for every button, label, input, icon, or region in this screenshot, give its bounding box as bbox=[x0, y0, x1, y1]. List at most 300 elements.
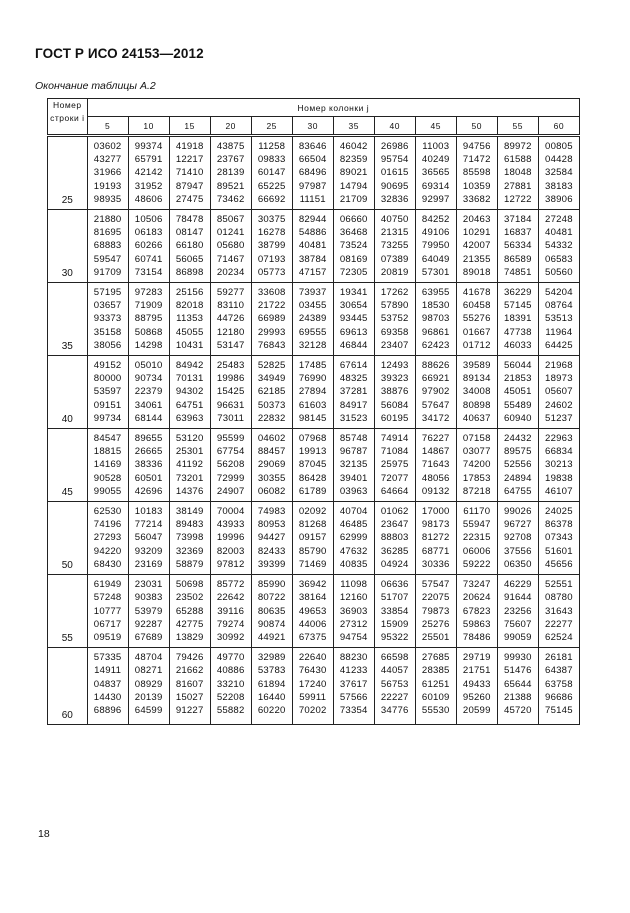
random-number: 21355 bbox=[462, 253, 491, 265]
random-number: 51601 bbox=[545, 545, 573, 557]
random-number: 66598 bbox=[380, 652, 409, 664]
random-number: 92708 bbox=[503, 532, 532, 544]
random-number: 64599 bbox=[134, 704, 163, 716]
random-number: 66834 bbox=[545, 446, 573, 458]
random-number: 65644 bbox=[503, 678, 532, 690]
random-number: 84917 bbox=[339, 399, 368, 411]
random-number: 05607 bbox=[545, 386, 573, 398]
table-cell bbox=[456, 283, 497, 356]
random-number: 64049 bbox=[421, 253, 450, 265]
random-number: 04428 bbox=[545, 154, 573, 166]
random-number: 12722 bbox=[503, 193, 532, 205]
random-number: 12180 bbox=[216, 326, 245, 338]
random-number: 22227 bbox=[380, 691, 409, 703]
random-number: 71469 bbox=[298, 558, 327, 570]
random-number: 23502 bbox=[175, 592, 204, 604]
random-number: 12160 bbox=[339, 592, 368, 604]
random-number: 92287 bbox=[134, 618, 163, 630]
random-number: 81695 bbox=[93, 227, 122, 239]
page-number: 18 bbox=[38, 828, 50, 840]
random-number: 14298 bbox=[134, 339, 163, 351]
random-number: 44921 bbox=[257, 631, 286, 643]
document-header: ГОСТ Р ИСО 24153—2012 bbox=[35, 46, 204, 61]
table-cell bbox=[87, 283, 128, 356]
random-number: 10777 bbox=[93, 605, 122, 617]
random-number: 41918 bbox=[175, 141, 204, 152]
table-cell bbox=[374, 429, 415, 502]
random-number: 14169 bbox=[93, 459, 122, 471]
random-number: 99930 bbox=[503, 652, 532, 664]
table-cell bbox=[169, 136, 210, 210]
row-number-header bbox=[48, 99, 88, 136]
random-number: 32128 bbox=[298, 339, 327, 351]
random-number: 27894 bbox=[298, 386, 327, 398]
random-number: 38799 bbox=[257, 240, 286, 252]
table-row-block bbox=[48, 648, 580, 725]
table-cell bbox=[456, 136, 497, 210]
random-number: 32584 bbox=[545, 167, 573, 179]
random-number: 55276 bbox=[462, 313, 491, 325]
random-number: 07968 bbox=[298, 433, 327, 445]
table-cell bbox=[210, 502, 251, 575]
random-number: 57195 bbox=[93, 287, 122, 299]
random-number: 25301 bbox=[175, 446, 204, 458]
random-number: 30992 bbox=[216, 631, 245, 643]
random-number: 99055 bbox=[93, 485, 122, 497]
random-number: 96787 bbox=[339, 446, 368, 458]
random-number: 25501 bbox=[421, 631, 450, 643]
table-cell bbox=[456, 648, 497, 725]
random-number: 57301 bbox=[421, 266, 450, 278]
random-number: 72999 bbox=[216, 472, 245, 484]
row-number: 35 bbox=[48, 283, 88, 356]
random-number: 96631 bbox=[216, 399, 245, 411]
column-header: 50 bbox=[456, 117, 497, 136]
random-number: 99374 bbox=[134, 141, 163, 152]
table-cell bbox=[128, 210, 169, 283]
random-number: 21853 bbox=[503, 373, 532, 385]
random-number: 39323 bbox=[380, 373, 409, 385]
random-number: 38183 bbox=[545, 180, 573, 192]
random-number: 80953 bbox=[257, 519, 286, 531]
random-number: 39589 bbox=[462, 360, 491, 372]
random-number: 24907 bbox=[216, 485, 245, 497]
random-number: 46033 bbox=[503, 339, 532, 351]
random-number: 16278 bbox=[257, 227, 286, 239]
random-number: 40481 bbox=[298, 240, 327, 252]
random-number: 33210 bbox=[216, 678, 245, 690]
table-cell bbox=[538, 136, 579, 210]
row-number: 55 bbox=[48, 575, 88, 648]
table-row-block bbox=[48, 502, 580, 575]
random-number: 21315 bbox=[380, 227, 409, 239]
random-number: 56047 bbox=[134, 532, 163, 544]
table-cell bbox=[538, 283, 579, 356]
random-number: 55530 bbox=[421, 704, 450, 716]
random-number: 39399 bbox=[257, 558, 286, 570]
random-number: 17240 bbox=[298, 678, 327, 690]
random-number: 62524 bbox=[545, 631, 573, 643]
random-number: 01615 bbox=[380, 167, 409, 179]
table-cell bbox=[87, 210, 128, 283]
column-header: 60 bbox=[538, 117, 579, 136]
random-number: 52825 bbox=[257, 360, 286, 372]
random-number: 21709 bbox=[339, 193, 368, 205]
table-cell bbox=[497, 429, 538, 502]
random-number: 56044 bbox=[503, 360, 532, 372]
random-number: 60501 bbox=[134, 472, 163, 484]
table-cell bbox=[128, 575, 169, 648]
random-number: 86589 bbox=[503, 253, 532, 265]
random-number: 62185 bbox=[257, 386, 286, 398]
random-number: 18973 bbox=[545, 373, 573, 385]
random-number: 89483 bbox=[175, 519, 204, 531]
random-number: 96861 bbox=[421, 326, 450, 338]
table-cell bbox=[87, 575, 128, 648]
random-number: 71643 bbox=[421, 459, 450, 471]
random-number: 20599 bbox=[462, 704, 491, 716]
random-number: 08764 bbox=[545, 300, 573, 312]
random-number: 98703 bbox=[421, 313, 450, 325]
random-number: 34061 bbox=[134, 399, 163, 411]
random-number: 24389 bbox=[298, 313, 327, 325]
random-number: 35158 bbox=[93, 326, 122, 338]
random-number: 30213 bbox=[545, 459, 573, 471]
random-number: 81268 bbox=[298, 519, 327, 531]
random-number: 38784 bbox=[298, 253, 327, 265]
random-number: 09151 bbox=[93, 399, 122, 411]
random-number: 62530 bbox=[93, 506, 122, 518]
table-cell bbox=[292, 356, 333, 429]
table-cell bbox=[538, 210, 579, 283]
random-number: 10431 bbox=[175, 339, 204, 351]
table-cell bbox=[210, 210, 251, 283]
column-header: 45 bbox=[415, 117, 456, 136]
random-number: 06717 bbox=[93, 618, 122, 630]
random-number: 16837 bbox=[503, 227, 532, 239]
random-number: 95599 bbox=[216, 433, 245, 445]
table-cell bbox=[538, 575, 579, 648]
random-number: 17853 bbox=[462, 472, 491, 484]
random-number: 20139 bbox=[134, 691, 163, 703]
random-number: 74851 bbox=[503, 266, 532, 278]
random-number: 85598 bbox=[462, 167, 491, 179]
random-number: 22379 bbox=[134, 386, 163, 398]
table-cell bbox=[210, 283, 251, 356]
random-number: 60458 bbox=[462, 300, 491, 312]
table-cell bbox=[456, 429, 497, 502]
table-cell bbox=[251, 356, 292, 429]
random-number: 68144 bbox=[134, 412, 163, 424]
table-cell bbox=[210, 575, 251, 648]
random-number: 21968 bbox=[545, 360, 573, 372]
table-cell bbox=[497, 648, 538, 725]
random-number: 88626 bbox=[421, 360, 450, 372]
random-number: 18391 bbox=[503, 313, 532, 325]
table-cell bbox=[169, 575, 210, 648]
random-number: 69555 bbox=[298, 326, 327, 338]
random-number: 14430 bbox=[93, 691, 122, 703]
table-cell bbox=[128, 356, 169, 429]
random-number: 89018 bbox=[462, 266, 491, 278]
random-number: 56334 bbox=[503, 240, 532, 252]
random-number: 08169 bbox=[339, 253, 368, 265]
row-number: 50 bbox=[48, 502, 88, 575]
random-number: 22963 bbox=[545, 433, 573, 445]
random-number: 14911 bbox=[94, 665, 122, 677]
random-number: 89021 bbox=[339, 167, 368, 179]
random-number: 04924 bbox=[380, 558, 409, 570]
random-number: 64751 bbox=[175, 399, 204, 411]
random-number: 93373 bbox=[93, 313, 122, 325]
random-number: 53979 bbox=[134, 605, 163, 617]
random-number: 76227 bbox=[421, 433, 450, 445]
random-number: 59277 bbox=[216, 287, 245, 299]
random-number: 67375 bbox=[298, 631, 327, 643]
random-number: 68496 bbox=[298, 167, 327, 179]
table-row-block bbox=[48, 429, 580, 502]
random-number: 85772 bbox=[216, 579, 245, 591]
random-number: 89521 bbox=[216, 180, 245, 192]
random-number: 88230 bbox=[339, 652, 368, 664]
random-number: 67614 bbox=[339, 360, 368, 372]
column-header: 35 bbox=[333, 117, 374, 136]
table-cell bbox=[292, 575, 333, 648]
random-number: 80635 bbox=[257, 605, 286, 617]
random-number: 27685 bbox=[421, 652, 450, 664]
random-number: 29993 bbox=[257, 326, 286, 338]
random-number: 22075 bbox=[421, 592, 450, 604]
random-number: 89972 bbox=[503, 141, 532, 152]
random-number: 31643 bbox=[545, 605, 573, 617]
random-number: 53597 bbox=[93, 386, 122, 398]
random-number: 05680 bbox=[216, 240, 245, 252]
table-cell bbox=[169, 502, 210, 575]
random-number: 04837 bbox=[93, 678, 122, 690]
random-number: 20463 bbox=[462, 214, 491, 226]
random-number: 43277 bbox=[93, 154, 122, 166]
random-number: 54886 bbox=[298, 227, 327, 239]
random-number: 61949 bbox=[93, 579, 122, 591]
random-number: 27312 bbox=[339, 618, 368, 630]
table-cell bbox=[497, 356, 538, 429]
random-number: 23407 bbox=[380, 339, 409, 351]
random-number: 85990 bbox=[257, 579, 286, 591]
random-number: 46485 bbox=[339, 519, 368, 531]
random-number: 07193 bbox=[257, 253, 286, 265]
random-number: 24894 bbox=[503, 472, 532, 484]
table-cell bbox=[87, 502, 128, 575]
random-number: 97902 bbox=[421, 386, 450, 398]
random-number: 94754 bbox=[339, 631, 368, 643]
random-number: 68883 bbox=[93, 240, 122, 252]
random-number: 51237 bbox=[545, 412, 573, 424]
random-number: 19838 bbox=[545, 472, 573, 484]
random-number: 82003 bbox=[216, 545, 245, 557]
random-number: 76990 bbox=[298, 373, 327, 385]
random-number: 14376 bbox=[175, 485, 204, 497]
random-number: 94302 bbox=[175, 386, 204, 398]
random-number: 34949 bbox=[257, 373, 286, 385]
random-number: 10183 bbox=[134, 506, 163, 518]
column-header: 15 bbox=[169, 117, 210, 136]
table-cell bbox=[292, 136, 333, 210]
table-cell bbox=[497, 575, 538, 648]
random-number: 57566 bbox=[339, 691, 368, 703]
random-number: 63955 bbox=[421, 287, 450, 299]
table-cell bbox=[374, 210, 415, 283]
random-number: 97987 bbox=[298, 180, 327, 192]
random-number: 77214 bbox=[134, 519, 163, 531]
random-number: 61603 bbox=[298, 399, 327, 411]
random-number: 01712 bbox=[462, 339, 491, 351]
random-number: 00805 bbox=[545, 141, 573, 152]
random-number: 10291 bbox=[462, 227, 491, 239]
random-number: 76843 bbox=[257, 339, 286, 351]
random-number: 19193 bbox=[93, 180, 122, 192]
random-number: 09519 bbox=[93, 631, 122, 643]
random-number: 23647 bbox=[380, 519, 409, 531]
random-number: 16440 bbox=[257, 691, 286, 703]
table-cell bbox=[538, 356, 579, 429]
random-number: 90874 bbox=[257, 618, 286, 630]
random-number: 69358 bbox=[380, 326, 409, 338]
random-number: 27475 bbox=[175, 193, 204, 205]
random-number: 25276 bbox=[421, 618, 450, 630]
random-number: 26986 bbox=[380, 141, 409, 152]
table-cell bbox=[333, 210, 374, 283]
table-cell bbox=[251, 575, 292, 648]
table-row-block bbox=[48, 136, 580, 210]
random-number: 08780 bbox=[545, 592, 573, 604]
table-cell bbox=[456, 575, 497, 648]
random-number: 27293 bbox=[93, 532, 122, 544]
random-number: 64425 bbox=[545, 339, 573, 351]
random-number: 04602 bbox=[257, 433, 286, 445]
random-number: 40886 bbox=[216, 665, 245, 677]
random-number: 06583 bbox=[545, 253, 573, 265]
random-number: 68771 bbox=[421, 545, 450, 557]
random-number: 20234 bbox=[216, 266, 245, 278]
random-number: 23767 bbox=[216, 154, 245, 166]
random-number: 61588 bbox=[503, 154, 532, 166]
random-number: 42142 bbox=[134, 167, 163, 179]
random-number: 63963 bbox=[175, 412, 204, 424]
random-number: 38906 bbox=[545, 193, 573, 205]
random-number: 69314 bbox=[421, 180, 450, 192]
table-row-block bbox=[48, 356, 580, 429]
random-number: 64664 bbox=[380, 485, 409, 497]
random-number: 31966 bbox=[93, 167, 122, 179]
random-number: 91709 bbox=[93, 266, 122, 278]
random-number: 10506 bbox=[134, 214, 163, 226]
random-number: 45720 bbox=[503, 704, 532, 716]
random-number: 62423 bbox=[421, 339, 450, 351]
random-number: 19996 bbox=[216, 532, 245, 544]
table-body bbox=[48, 136, 580, 725]
random-number: 26665 bbox=[134, 446, 163, 458]
random-number: 89575 bbox=[503, 446, 532, 458]
random-number: 60147 bbox=[257, 167, 286, 179]
table-cell bbox=[333, 356, 374, 429]
random-number: 91644 bbox=[503, 592, 532, 604]
random-number: 19341 bbox=[339, 287, 368, 299]
random-number: 60940 bbox=[503, 412, 532, 424]
table-cell bbox=[374, 356, 415, 429]
table-cell bbox=[415, 648, 456, 725]
table-row-block bbox=[48, 210, 580, 283]
random-number: 78486 bbox=[462, 631, 491, 643]
random-number: 12217 bbox=[175, 154, 204, 166]
random-number: 70004 bbox=[216, 506, 245, 518]
random-number: 13829 bbox=[175, 631, 204, 643]
row-number: 60 bbox=[48, 648, 88, 725]
random-number: 51476 bbox=[503, 665, 532, 677]
random-number: 15425 bbox=[216, 386, 245, 398]
table-cell bbox=[128, 136, 169, 210]
random-number: 38056 bbox=[93, 339, 122, 351]
random-number: 14794 bbox=[339, 180, 368, 192]
random-number: 94220 bbox=[93, 545, 122, 557]
random-number: 90695 bbox=[380, 180, 409, 192]
random-number: 97812 bbox=[216, 558, 245, 570]
random-number: 23256 bbox=[503, 605, 532, 617]
random-number: 24025 bbox=[545, 506, 573, 518]
random-number: 49770 bbox=[216, 652, 245, 664]
random-number: 40835 bbox=[339, 558, 368, 570]
random-number: 45656 bbox=[545, 558, 573, 570]
random-number: 31523 bbox=[339, 412, 368, 424]
random-number: 52551 bbox=[545, 579, 573, 591]
random-number: 85790 bbox=[298, 545, 327, 557]
random-number: 74983 bbox=[257, 506, 286, 518]
random-number: 90734 bbox=[134, 373, 163, 385]
table-cell bbox=[374, 502, 415, 575]
row-number: 45 bbox=[48, 429, 88, 502]
random-number: 69613 bbox=[339, 326, 368, 338]
random-number: 98145 bbox=[298, 412, 327, 424]
random-number: 74196 bbox=[93, 519, 122, 531]
random-number: 14867 bbox=[421, 446, 450, 458]
table-cell bbox=[251, 502, 292, 575]
random-number: 65791 bbox=[134, 154, 163, 166]
random-number: 33682 bbox=[462, 193, 491, 205]
random-number: 66504 bbox=[298, 154, 327, 166]
random-number: 18048 bbox=[503, 167, 532, 179]
random-number: 33854 bbox=[380, 605, 409, 617]
random-number: 36565 bbox=[421, 167, 450, 179]
random-number: 73011 bbox=[217, 412, 245, 424]
table-cell bbox=[456, 502, 497, 575]
table-row-block bbox=[48, 283, 580, 356]
random-number: 60220 bbox=[257, 704, 286, 716]
random-number: 91227 bbox=[175, 704, 204, 716]
random-number: 29719 bbox=[462, 652, 491, 664]
random-number: 20624 bbox=[462, 592, 491, 604]
random-number: 08147 bbox=[175, 227, 204, 239]
random-number: 66989 bbox=[257, 313, 286, 325]
random-number: 49106 bbox=[421, 227, 450, 239]
table-cell bbox=[292, 429, 333, 502]
table-cell bbox=[87, 429, 128, 502]
random-number: 03077 bbox=[462, 446, 491, 458]
table-cell bbox=[169, 648, 210, 725]
random-number: 06350 bbox=[503, 558, 532, 570]
table-cell bbox=[374, 575, 415, 648]
random-number: 96686 bbox=[545, 691, 573, 703]
random-number: 32135 bbox=[339, 459, 368, 471]
random-number: 87947 bbox=[175, 180, 204, 192]
